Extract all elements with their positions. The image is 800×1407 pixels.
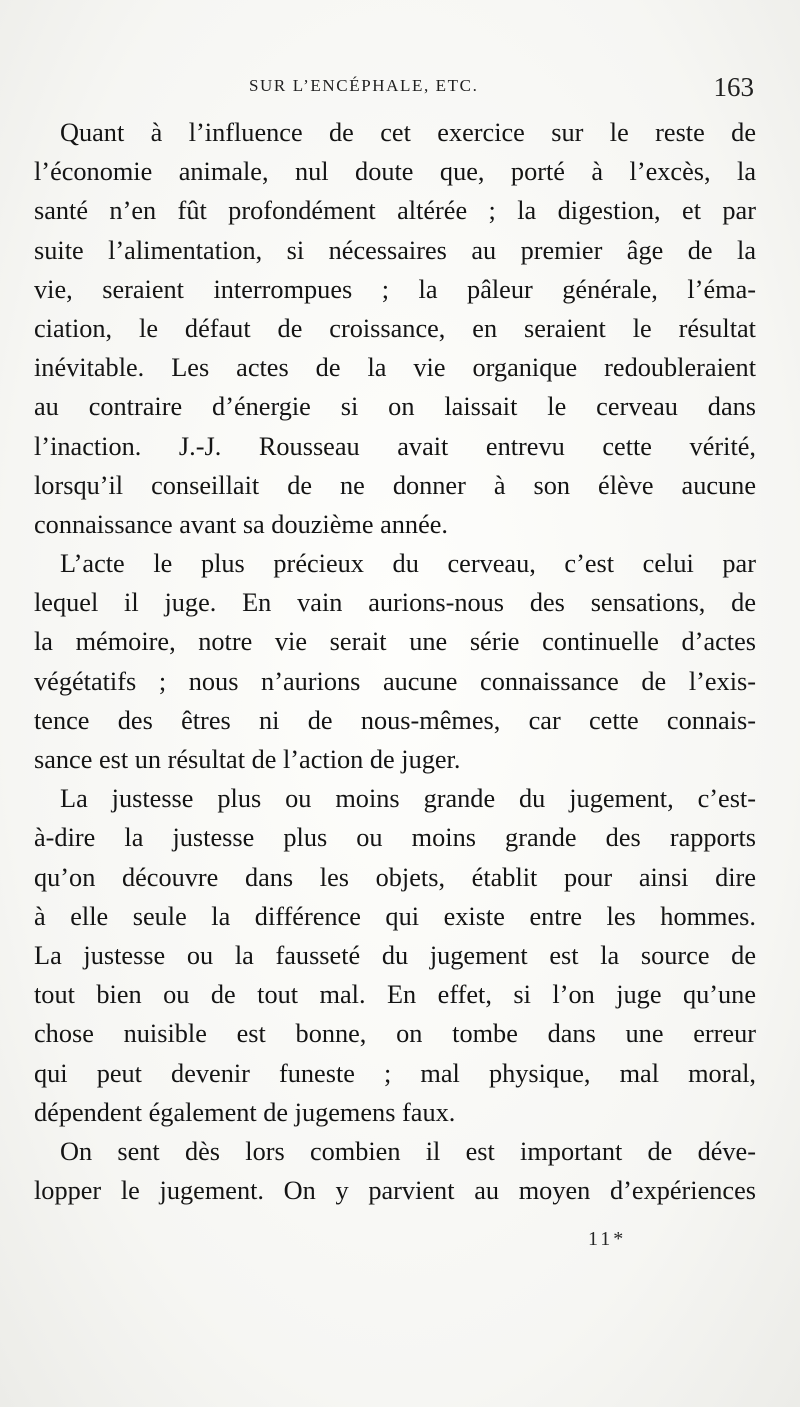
text-line: la mémoire, notre vie serait une série continuelle d’actes xyxy=(34,627,756,657)
signature-mark: 11* xyxy=(588,1228,627,1250)
text-line: lequel il juge. En vain aurions-nous des sensations, de xyxy=(34,588,756,618)
text-line: L’acte le plus précieux du cerveau, c’est celui par xyxy=(60,549,756,579)
text-line: tence des êtres ni de nous-mêmes, car cette connais- xyxy=(34,705,756,735)
text-line: qui peut devenir funeste ; mal physique, mal moral, xyxy=(34,1058,756,1088)
text-line: dépendent également de jugemens faux. xyxy=(34,1097,456,1127)
text-line: l’économie animale, nul doute que, porté à l’excès, la xyxy=(34,157,756,187)
text-line: ciation, le défaut de croissance, en seraient le résultat xyxy=(34,313,756,343)
text-line: au contraire d’énergie si on laissait le cerveau dans xyxy=(34,392,756,422)
text-line: l’inaction. J.-J. Rousseau avait entrevu cette vérité, xyxy=(34,431,756,461)
text-line: lopper le jugement. On y parvient au moyen d’expériences xyxy=(34,1176,756,1206)
text-line: à elle seule la différence qui existe entre les hommes. xyxy=(34,901,756,931)
text-line: inévitable. Les actes de la vie organique redoubleraient xyxy=(34,353,756,383)
text-line: On sent dès lors combien il est important de déve- xyxy=(60,1136,756,1166)
text-line: chose nuisible est bonne, on tombe dans une erreur xyxy=(34,1019,756,1049)
text-line: tout bien ou de tout mal. En effet, si l’on juge qu’une xyxy=(34,980,756,1010)
text-line: sance est un résultat de l’action de juger. xyxy=(34,745,461,774)
text-line: à-dire la justesse plus ou moins grande des rapports xyxy=(34,823,756,853)
running-head xyxy=(36,72,756,102)
text-line: Quant à l’influence de cet exercice sur le reste de xyxy=(60,118,756,147)
text-line: La justesse plus ou moins grande du jugement, c’est- xyxy=(60,784,756,814)
text-line: qu’on découvre dans les objets, établit pour ainsi dire xyxy=(34,862,756,892)
text-line: connaissance avant sa douzième année. xyxy=(34,509,448,539)
text-line: santé n’en fût profondément altérée ; la digestion, et par xyxy=(34,196,756,226)
text-line: végétatifs ; nous n’aurions aucune connaissance de l’exis- xyxy=(34,666,756,696)
text-line: La justesse ou la fausseté du jugement est la source de xyxy=(34,940,756,970)
text-line: suite l’alimentation, si nécessaires au premier âge de la xyxy=(34,235,756,265)
text-line: vie, seraient interrompues ; la pâleur générale, l’éma- xyxy=(34,274,756,304)
body-text xyxy=(34,113,756,1210)
page-number: 163 xyxy=(713,72,754,102)
text-line: lorsqu’il conseillait de ne donner à son élève aucune xyxy=(34,470,756,500)
running-title: SUR L’ENCÉPHALE, ETC. xyxy=(249,76,479,95)
